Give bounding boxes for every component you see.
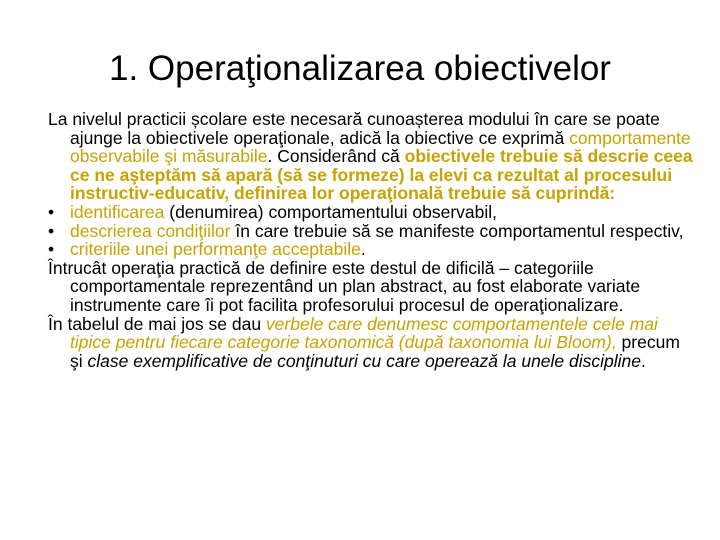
list-item-text: . bbox=[360, 239, 366, 260]
intro-text-2: . Considerând că bbox=[267, 146, 405, 167]
bullet-icon: • bbox=[48, 220, 55, 241]
list-item-text: (denumirea) comportamentului observabil, bbox=[164, 201, 498, 222]
table-intro-italic: clase exemplificative de conţinuturi cu care operează la unele discipline bbox=[87, 350, 642, 371]
intro-text: La nivelul practicii școlare este necesară cunoașterea modului în care se poate ajunge la obiectivele operaţionale, adică la obiective ce exprimă bbox=[48, 109, 660, 148]
list-item bbox=[48, 240, 694, 259]
bullet-icon: • bbox=[48, 201, 55, 222]
slide-title: 1. Operaţionalizarea obiectivelor bbox=[109, 49, 611, 88]
table-intro-highlight: verbele care denumesc comportamentele cele mai tipice pentru fiecare categorie taxonomică (după taxonomia lui Bloom), bbox=[70, 313, 658, 353]
table-intro-text-2: precum şi bbox=[70, 332, 680, 371]
slide-body bbox=[48, 110, 694, 370]
intro-paragraph bbox=[48, 110, 694, 203]
list-item-highlight: descrierea condiţiilor bbox=[70, 220, 231, 241]
table-intro-end: . bbox=[641, 350, 646, 371]
difficulty-paragraph: Întrucât operaţia practică de definire este destul de dificilă – categoriile comportamentale reprezentând un plan abstract, au fost elaborate variate instrumente care îi pot facilita profesorului procesul de operaţionalizare. bbox=[48, 257, 641, 315]
bullet-icon: • bbox=[48, 239, 55, 260]
list-item-highlight: criteriile unei performanţe acceptabile bbox=[70, 239, 361, 260]
list-item bbox=[48, 203, 694, 222]
list-item-text: în care trebuie să se manifeste comportamentul respectiv, bbox=[230, 220, 684, 241]
intro-highlight: comportamente observabile şi măsurabile bbox=[70, 127, 691, 167]
list-item-highlight: identificarea bbox=[70, 201, 165, 222]
table-intro-paragraph bbox=[48, 315, 694, 371]
intro-bold-highlight: obiectivele trebuie să descrie ceea ce ne aşteptăm să apară (să se formeze) la elevi ca rezultat al procesului instructiv-educativ, definirea lor operaţională trebuie să cuprindă: bbox=[70, 146, 693, 204]
table-intro-text: În tabelul de mai jos se dau bbox=[48, 313, 266, 334]
list-item bbox=[48, 222, 694, 241]
